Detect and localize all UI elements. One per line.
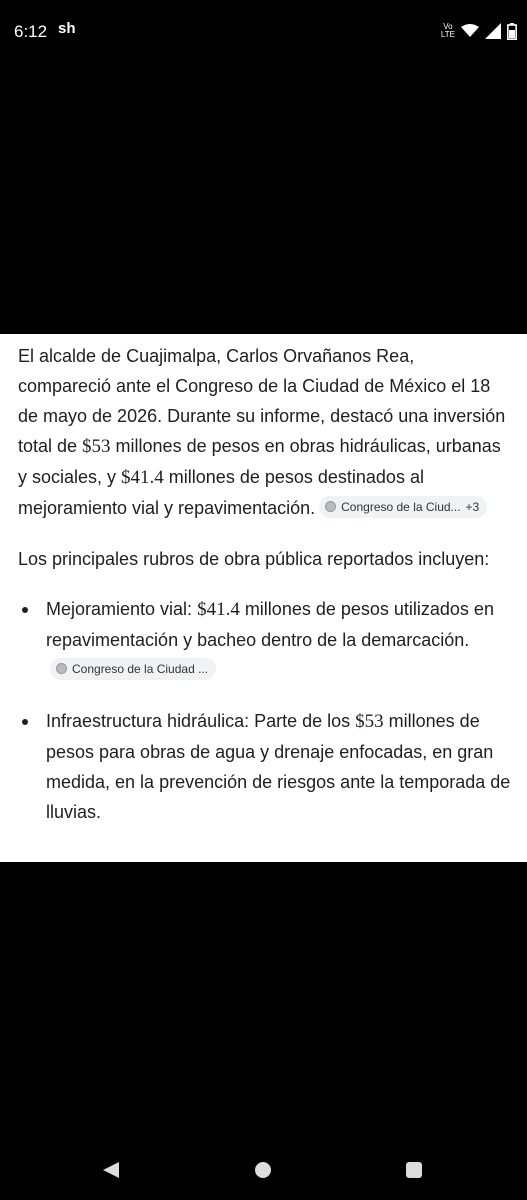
source-chip-label: Congreso de la Ciud... [341, 499, 461, 514]
list-item: Infraestructura hidráulica: Parte de los $53 millones de pesos para obras de agua y drenaje enfocadas, en gran medida, en la prevención de riesgos ante la temporada de lluvias. [18, 706, 511, 827]
amount-53: $53 [355, 711, 384, 732]
volte-icon: Vo LTE [440, 22, 455, 39]
amount-41-4: $41.4 [197, 599, 240, 620]
list-intro-paragraph: Los principales rubros de obra pública reportados incluyen: [18, 549, 490, 569]
notification-app-icon: sh [58, 20, 76, 37]
ai-answer-content [0, 334, 527, 862]
battery-icon [507, 23, 517, 40]
source-chip-count: +3 [465, 499, 480, 514]
status-icons [441, 19, 517, 43]
source-favicon-icon [56, 663, 67, 674]
home-icon[interactable] [255, 1162, 271, 1178]
source-chip[interactable] [50, 658, 216, 680]
list-item: Mejoramiento vial: $41.4 millones de pesos utilizados en repavimentación y bacheo dentro de la demarcación. Congreso de la Ciudad ... [18, 594, 511, 685]
status-time: 6:12 [14, 22, 48, 41]
recents-icon[interactable] [406, 1162, 422, 1178]
wifi-icon [461, 24, 479, 38]
navigation-bar [0, 1140, 527, 1200]
answer-paragraph: El alcalde de Cuajimalpa, Carlos Orvañanos Rea, compareció ante el Congreso de la Ciudad de México el 18 de mayo de 2026. Durante su informe, destacó una inversión total de $53 millones de pesos en obras hidráulicas, urbanas y sociales, y $41.4 millones de pesos destinados al mejoramiento vial y repavimentación. Congreso de la Ciud... +3 [18, 346, 506, 518]
status-bar [0, 0, 527, 64]
bullet-list [18, 594, 511, 827]
source-chip[interactable] [319, 496, 487, 518]
source-chip-label: Congreso de la Ciudad ... [72, 661, 209, 676]
amount-53: $53 [82, 436, 111, 457]
signal-icon [485, 23, 501, 39]
amount-41-4: $41.4 [121, 467, 164, 488]
back-icon[interactable] [102, 1161, 120, 1179]
source-favicon-icon [325, 501, 336, 512]
